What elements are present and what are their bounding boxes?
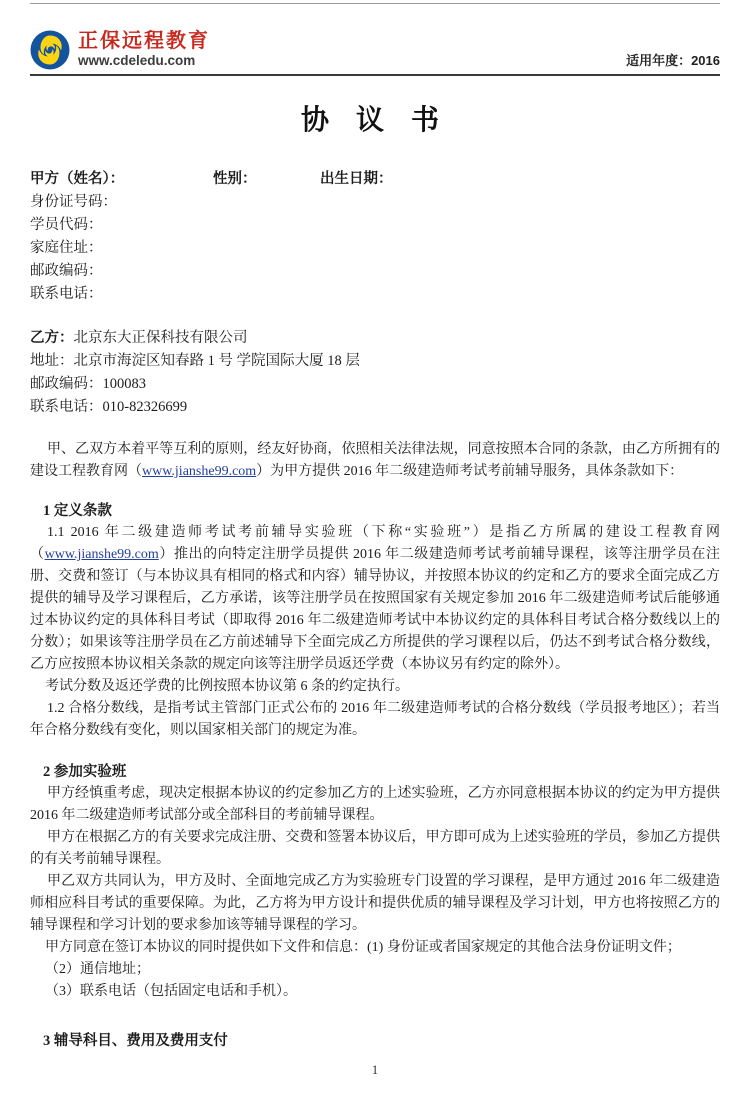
agreement-body [30, 439, 720, 1052]
party-b-address-line [30, 350, 720, 373]
intro-text-pre: 甲、乙双方本着平等互利的原则，经友好协商，依照相关法律法规，同意按照本合同的条款，由乙方所拥有的建设工程教育网（ [30, 442, 720, 479]
party-b-phone: 010-82326699 [102, 399, 188, 415]
party-a-block [30, 168, 720, 306]
section-2-heading: 2 参加实验班 [43, 764, 127, 780]
party-b-postal-label: 邮政编码： [30, 376, 103, 392]
section-2-paragraph-3: 甲乙双方共同认为，甲方及时、全面地完成乙方为实验班专门设置的学习课程，是甲方通过 2016 年二级建造师相应科目考试的重要保障。为此，乙方将为甲方设计和提供优质的辅导课程及学习计划，甲方也将按照乙方的辅导课程和学习计划的要求参加该等辅导课程的学习。 [30, 874, 720, 933]
brand-name: 正保远程教育 [78, 30, 210, 53]
page-number: 1 [371, 1062, 379, 1077]
party-b-label: 乙方： [30, 330, 74, 346]
jianshe99-link-2[interactable]: www.jianshe99.com [44, 547, 159, 562]
party-b-phone-line [30, 396, 720, 419]
page-header [30, 4, 720, 76]
party-b-block [30, 327, 720, 419]
brand-text [78, 31, 210, 68]
section-2-paragraph-4: 甲方同意在签订本协议的同时提供如下文件和信息：(1) 身份证或者国家规定的其他合法身份证明文件； [45, 940, 681, 955]
clause-1-1-note: 考试分数及返还学费的比例按照本协议第 6 条的约定执行。 [45, 679, 409, 694]
clause-1-2-paragraph: 1.2 合格分数线，是指考试主管部门正式公布的 2016 年二级建造师考试的合格分数线（学员报考地区）；若当年合格分数线有变化，则以国家相关部门的规定为准。 [30, 701, 720, 738]
party-b-phone-label: 联系电话： [30, 399, 103, 415]
party-a-name-label: 甲方（姓名）： [30, 171, 125, 187]
cdeledu-logo-icon [30, 30, 70, 70]
party-a-phone-label: 联系电话： [30, 286, 103, 302]
party-b-address: 北京市海淀区知春路 1 号 学院国际大厦 18 层 [73, 353, 360, 369]
party-a-birth-date-label: 出生日期： [320, 171, 393, 187]
party-a-home-address-label: 家庭住址： [30, 240, 103, 256]
party-a-student-code-label: 学员代码： [30, 217, 103, 233]
party-a-row-identity [30, 168, 720, 191]
jianshe99-link[interactable]: www.jianshe99.com [142, 464, 257, 479]
party-b-postal-line [30, 373, 720, 396]
intro-text-post: ）为甲方提供 2016 年二级建造师考试考前辅导服务，具体条款如下： [256, 464, 684, 479]
applicable-year-label: 适用年度：2016 [626, 53, 720, 68]
clause-1-1-paragraph [30, 522, 720, 676]
section-2-item-3: （3）联系电话（包括固定电话和手机）。 [45, 984, 297, 999]
section-2-item-2: （2）通信地址； [45, 962, 150, 977]
clause-1-1-text-post: ）推出的向特定注册学员提供 2016 年二级建造师考试考前辅导课程，该等注册学员在注册、交费和签订（与本协议具有相同的格式和内容）辅导协议，并按照本协议的约定和乙方的要求全面完成乙方提供的辅导及学习课程后，乙方承诺，该等注册学员在按照国家有关规定参加 2016 年二级建造师考试后能够通过本协议约定的具体科目考试（即取得 2016 年二级建造师考试中本协议约定的具体科目考试合格分数线以上的分数）；如果该等注册学员在乙方前述辅导下全面完成乙方所提供的学习课程以后，仍达不到考试合格分数线，乙方应按照本协议相关条款的规定向该等注册学员返还学费（本协议另有约定的除外）。 [30, 547, 721, 672]
section-3-heading: 3 辅导科目、费用及费用支付 [43, 1033, 228, 1049]
party-a-postal-code-label: 邮政编码： [30, 263, 103, 279]
party-b-address-label: 地址： [30, 353, 74, 369]
section-2-paragraph-2: 甲方在根据乙方的有关要求完成注册、交费和签署本协议后，甲方即可成为上述实验班的学员，参加乙方提供的有关考前辅导课程。 [30, 830, 720, 867]
document-title: 协 议 书 [300, 105, 449, 136]
party-b-company-line [30, 327, 720, 350]
party-b-company: 北京东大正保科技有限公司 [73, 330, 248, 346]
clause-1-1-text-pre: 1.1 2016 年二级建造师考试考前辅导实验班（下称“实验班”）是指乙方所属的建设工程教育网（ [30, 525, 720, 562]
party-a-id-number-label: 身份证号码： [30, 194, 117, 210]
section-2-paragraph-1: 甲方经慎重考虑，现决定根据本协议的约定参加乙方的上述实验班，乙方亦同意根据本协议的约定为甲方提供 2016 年二级建造师考试部分或全部科目的考前辅导课程。 [30, 786, 720, 823]
party-b-postal: 100083 [102, 376, 146, 392]
party-a-gender-label: 性别： [213, 171, 257, 187]
intro-paragraph [30, 439, 720, 483]
brand-site-url: www.cdeledu.com [78, 53, 196, 69]
section-1-heading: 1 定义条款 [43, 503, 112, 519]
brand-block [30, 30, 210, 70]
